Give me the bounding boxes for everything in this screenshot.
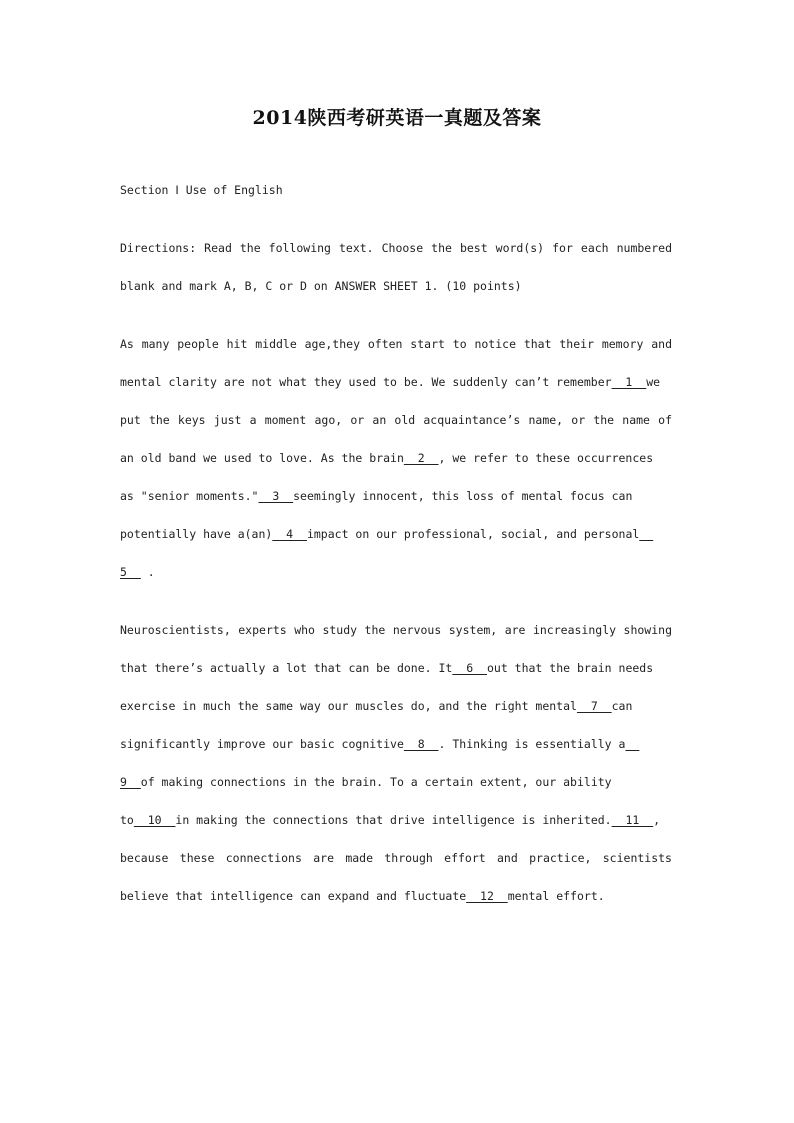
- directions-line-2: blank and mark A, B, C or D on ANSWER SHEET 1. (10 points): [120, 279, 522, 293]
- paragraph1-line-7: 5__ .: [120, 565, 155, 579]
- paragraph2-line-6: to__10__in making the connections that drive intelligence is inherited.__11__,: [120, 813, 661, 827]
- paragraph1-line-5: as "senior moments."__3__seemingly innocent, this loss of mental focus can: [120, 489, 633, 503]
- paragraph1-line-2: mental clarity are not what they used to be. We suddenly can’t remember__1__we: [120, 375, 661, 389]
- blank-5-start: __: [639, 527, 654, 541]
- blank-12: __12__: [466, 889, 508, 903]
- paragraph2-line-8: believe that intelligence can expand and fluctuate__12__mental effort.: [120, 889, 605, 903]
- paragraph2-line-2: that there’s actually a lot that can be done. It__6__out that the brain needs: [120, 661, 654, 675]
- blank-10: __10__: [133, 813, 176, 827]
- paragraph1-line-3: put the keys just a moment ago, or an old acquaintance’s name, or the name of: [120, 413, 672, 427]
- directions-line-1: Directions: Read the following text. Choose the best word(s) for each numbered: [120, 241, 672, 255]
- blank-8: __8__: [403, 737, 439, 751]
- blank-4: __4__: [272, 527, 307, 541]
- document-title: 2014陕西考研英语一真题及答案: [252, 107, 542, 129]
- blank-6: __6__: [452, 661, 487, 675]
- paragraph2-line-1: Neuroscientists, experts who study the nervous system, are increasingly showing: [120, 623, 672, 637]
- blank-7: __7__: [576, 699, 612, 713]
- paragraph2-line-7: because these connections are made through effort and practice, scientists: [120, 851, 672, 865]
- paragraph1-line-1: As many people hit middle age,they often start to notice that their memory and: [120, 337, 672, 351]
- blank-5: 5__: [120, 565, 141, 579]
- blank-3: __3__: [258, 489, 294, 503]
- paragraph2-line-3: exercise in much the same way our muscles do, and the right mental__7__can: [120, 699, 633, 713]
- blank-9: 9__: [120, 775, 141, 789]
- paragraph2-line-5: 9__of making connections in the brain. To a certain extent, our ability: [120, 775, 612, 789]
- paragraph1-line-6: potentially have a(an)__4__impact on our professional, social, and personal__: [120, 527, 654, 541]
- section-heading: Section Ⅰ Use of English: [120, 183, 283, 197]
- blank-1: __1__: [611, 375, 647, 389]
- blank-2: __2__: [403, 451, 439, 465]
- blank-9-start: __: [625, 737, 640, 751]
- paragraph2-line-4: significantly improve our basic cognitive__8__. Thinking is essentially a__: [120, 737, 640, 751]
- paragraph1-line-4: an old band we used to love. As the brain__2__, we refer to these occurrences: [120, 451, 654, 465]
- blank-11: __11__: [611, 813, 654, 827]
